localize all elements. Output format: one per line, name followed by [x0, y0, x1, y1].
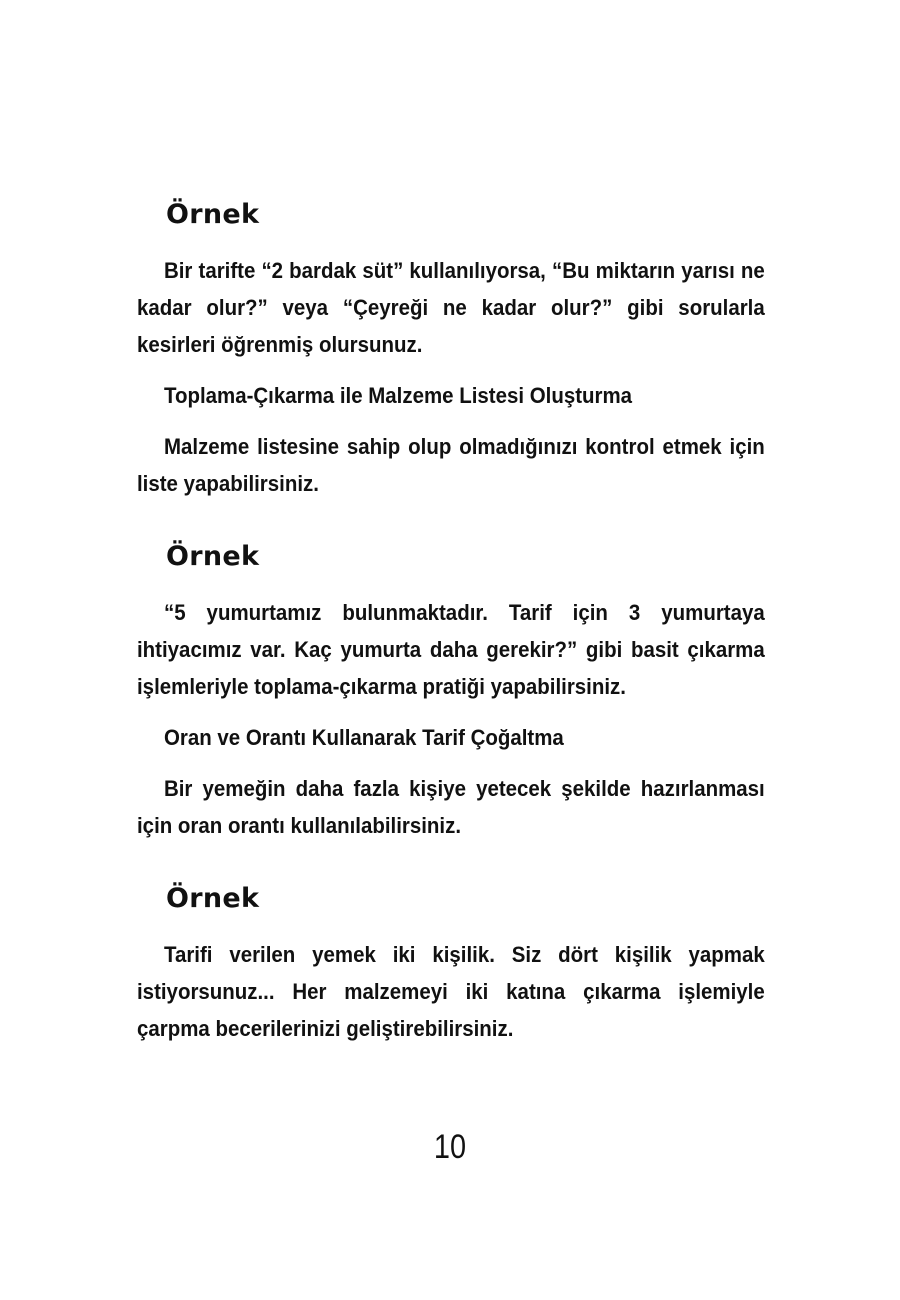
- section-paragraph-2: Bir yemeğin daha fazla kişiye yetecek şekilde hazırlanması için oran orantı kullanılabilirsiniz.: [137, 776, 765, 838]
- example-heading-3: Örnek: [166, 883, 260, 914]
- example-paragraph-1: Bir tarifte “2 bardak süt” kullanılıyorsa, “Bu miktarın yarısı ne kadar olur?” veya “Çeyreği ne kadar olur?” gibi sorularla kesirleri öğrenmiş olursunuz.: [137, 258, 765, 357]
- example-heading-2: Örnek: [166, 541, 260, 572]
- section-subtitle-1: Toplama-Çıkarma ile Malzeme Listesi Oluşturma: [163, 383, 633, 408]
- example-heading-1: Örnek: [166, 199, 260, 230]
- page-number: 10: [433, 1128, 467, 1166]
- example-paragraph-3: Tarifi verilen yemek iki kişilik. Siz dört kişilik yapmak istiyorsunuz... Her malzemeyi iki katına çıkarma işlemiyle çarpma becerilerinizi geliştirebilirsiniz.: [137, 942, 765, 1041]
- example-paragraph-2: “5 yumurtamız bulunmaktadır. Tarif için 3 yumurtaya ihtiyacımız var. Kaç yumurta daha gerekir?” gibi basit çıkarma işlemleriyle toplama-çıkarma pratiği yapabilirsiniz.: [137, 600, 765, 699]
- page-content: [137, 188, 765, 1047]
- section-paragraph-1: Malzeme listesine sahip olup olmadığınızı kontrol etmek için liste yapabilirsiniz.: [137, 434, 765, 496]
- section-subtitle-2: Oran ve Orantı Kullanarak Tarif Çoğaltma: [163, 725, 564, 750]
